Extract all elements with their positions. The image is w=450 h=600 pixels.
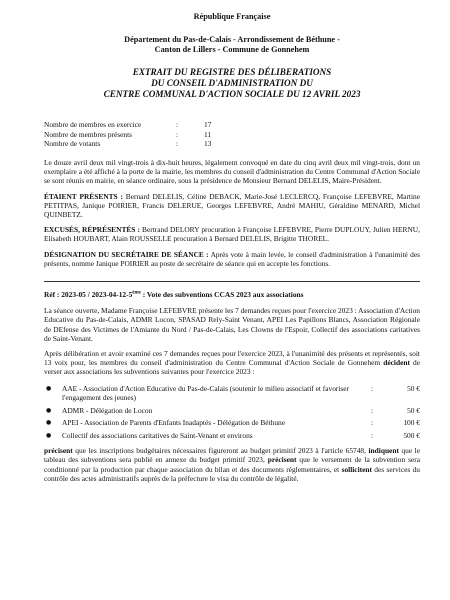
department-heading (44, 35, 420, 55)
subsidy-item (44, 406, 420, 415)
member-counts (44, 120, 420, 149)
count-value: 17 (204, 120, 212, 130)
present-names: Bernard DELELIS, Céline DEBACK, Marie-José LECLERCQ, Françoise LEFEBVRE, Martine PETITPAS, Janique POIRIER, Francis DELERUE, Georges LEFEBVRE, André MAHIU, Géraldine MENARD, Michel QUINBETZ. (44, 191, 420, 219)
count-colon: : (176, 139, 179, 149)
count-label: Nombre de membres présents (44, 129, 133, 139)
subsidy-amount: 50 € (407, 383, 420, 393)
count-row-exercice (44, 120, 420, 130)
excused-paragraph (44, 225, 420, 243)
bullet-icon: ● (46, 419, 52, 427)
count-label: Nombre de votants (44, 139, 101, 149)
department-line-1: Département du Pas-de-Calais - Arrondissement de Béthune - (124, 35, 340, 45)
subsidy-amount: 50 € (407, 405, 420, 415)
subsidy-association: AAE - Association d'Action Educative du Pas-de-Calais (soutenir le milieu associatif et favoriser l'engagement des jeunes) (62, 383, 350, 402)
present-paragraph (44, 192, 420, 220)
intro-paragraph: Le douze avril deux mil vingt-trois à dix-huit heures, légalement convoqué en date du cinq avril deux mil vingt-trois, dont un exemplaire a été affiché à la porte de la mairie, les membres du conseil d'administration du Centre Communal d'Action Sociale se sont réunis en mairie, en séance ordinaire, sous la présidence de Monsieur Bernard DELELIS, Maire-Président. (44, 157, 420, 186)
count-colon: : (176, 120, 179, 130)
count-row-presents (44, 130, 420, 140)
bullet-icon: ● (46, 406, 52, 414)
subsidy-amount: 100 € (403, 418, 420, 428)
count-row-votants (44, 139, 420, 149)
secretary-paragraph (44, 250, 420, 268)
closing-text-4: des services du contrôle des actes administratifs auprès de la préfecture le visa du contrôle de légalité. (44, 464, 421, 483)
subsidy-colon: : (370, 383, 374, 393)
department-line-2: Canton de Lillers - Commune de Gonnehem (154, 45, 310, 55)
subsidy-association: Collectif des associations caritatives de Saint-Venant et environs (62, 430, 253, 440)
closing-text-2: que le tableau des subventions sera publié en annexe du budget primitif 2023, (44, 446, 421, 465)
closing-verb-1: précisent (44, 446, 73, 456)
subsidy-item (44, 418, 420, 427)
subsidy-colon: : (370, 418, 374, 428)
decision-text-b: de verser aux associations les subventions suivantes pour l'exercice 2023 : (44, 358, 420, 377)
extract-title-line-3: CENTRE COMMUNAL D'ACTION SOCIALE DU 12 AVRIL 2023 (103, 89, 361, 100)
extract-title-line-2: DU CONSEIL D'ADMINISTRATION DU (151, 78, 313, 89)
subsidy-association: ADMR - Délégation de Locon (62, 405, 153, 415)
closing-verb-4: sollicitent (341, 464, 372, 474)
closing-text-1: que les inscriptions budgétaires nécessaires figureront au budget primitif 2023 à l'article 65748, (72, 446, 369, 456)
count-label: Nombre de membres en exercice (44, 120, 142, 130)
secretary-text: Après vote à main levée, le conseil d'administration à l'unanimité des présents, nomme Janique POIRIER au poste de secrétaire de séance qui en accepte les fonctions. (44, 249, 420, 268)
closing-verb-3: précisent (267, 455, 297, 465)
closing-paragraph (44, 446, 420, 483)
count-colon: : (176, 129, 179, 139)
decision-paragraph (44, 349, 420, 377)
reference-superscript: ème (132, 290, 141, 296)
extract-title (44, 67, 420, 100)
extract-title-line-1: EXTRAIT DU REGISTRE DES DÉLIBERATIONS (132, 67, 332, 78)
subsidy-amount: 500 € (403, 430, 420, 440)
decision-text-a: Après délibération et avoir examiné ces 7 demandes reçues pour l'exercice 2023, à l'unanimité des présents et représentés, soit 13 voix pour, les membres du conseil d'administration du Centre Communal d'Action Sociale de Gonnehem (44, 349, 420, 368)
decision-verb: décident (383, 358, 410, 368)
republic-heading: République Française (193, 12, 271, 21)
count-value: 13 (204, 139, 212, 149)
closing-verb-2: indiquent (368, 446, 399, 456)
subsidy-colon: : (370, 430, 374, 440)
subsidy-association: APEI - Association de Parents d'Enfants Inadaptés - Délégation de Béthune (62, 418, 285, 428)
bullet-icon: ● (46, 431, 52, 439)
count-value: 11 (204, 129, 212, 139)
section-divider (44, 281, 420, 282)
subsidy-item (44, 384, 420, 402)
subsidy-item (44, 431, 420, 440)
closing-text-3: que le versement de la subvention sera conditionné par la production par chaque association du bilan et des documents réglementaires, et (44, 455, 420, 474)
excused-names: Bertrand DELORY procuration à Françoise LEFEBVRE, Pierre DUPLOUY, Julien HERNU, Elisabeth HOUBART, Alain ROUSSELLE procuration à Bernard DELELIS, Brigitte THOREL. (44, 225, 420, 244)
presentation-paragraph: La séance ouverte, Madame Françoise LEFEBVRE présente les 7 demandes reçues pour l'exercice 2023 : Association d'Action Educative du Pas-de-Calais, ADMR Locon, SPASAD Rely-Saint Venant, APEI Les Papillons Blancs, Association Régionale de DEfense des Victimes de l'Amiante du Nord / Pas-de-Calais, Les Clowns de l'Espoir, Collectif des associations caritatives de Saint-Venant. (44, 306, 420, 343)
deliberation-reference (44, 290, 420, 299)
subsidy-colon: : (370, 405, 374, 415)
bullet-icon: ● (46, 384, 52, 392)
excused-label: EXCUSÉS, RÉPRÉSENTÉS : (44, 225, 140, 235)
reference-number: Réf : 2023-05 / 2023-04-12-5 (44, 290, 133, 300)
reference-subject: : Vote des subventions CCAS 2023 aux associations (140, 290, 304, 300)
secretary-label: DÉSIGNATION DU SECRÉTAIRE DE SÉANCE : (44, 249, 209, 259)
present-label: ÉTAIENT PRÉSENTS : (44, 191, 123, 201)
subsidy-list (44, 384, 420, 441)
